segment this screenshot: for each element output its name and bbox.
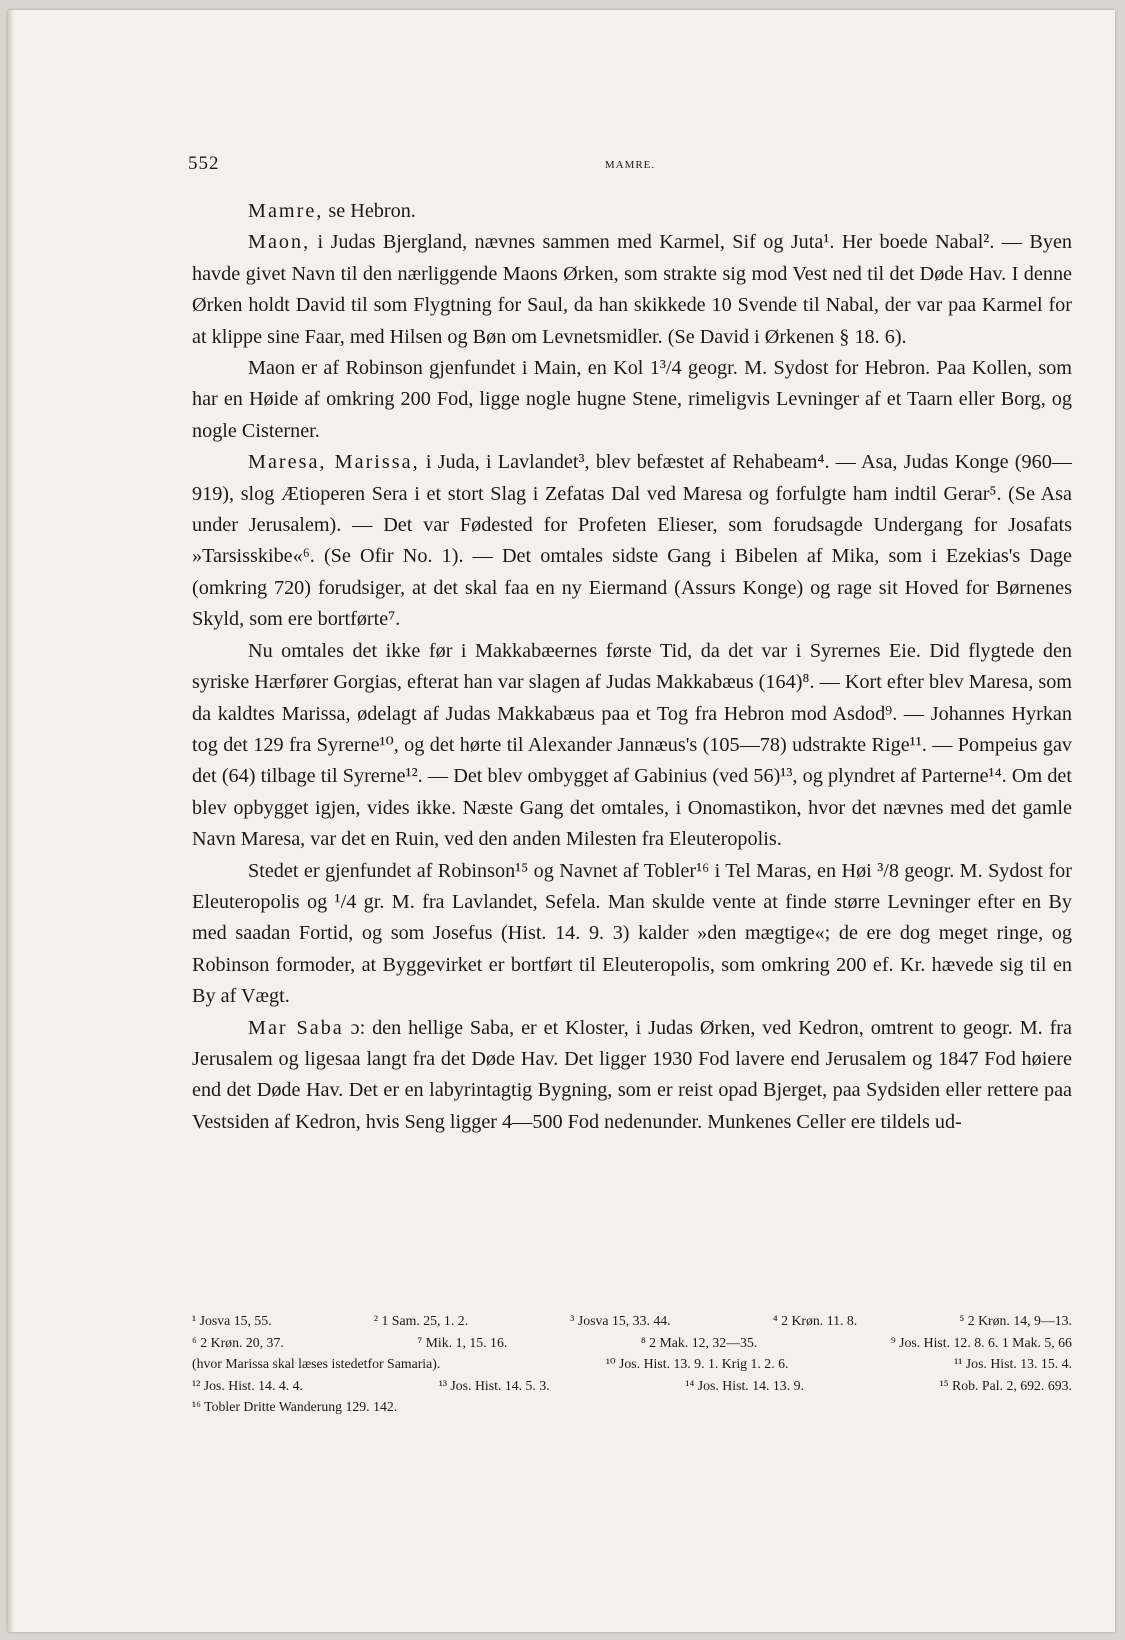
paragraph-text: Stedet er gjenfundet af Robinson¹⁵ og Navnet af Tobler¹⁶ i Tel Maras, en Høi ³/8 geogr. M. Sydost for Eleuteropolis og ¹/4 gr. M. fra Lavlandet, Sefela. Man skulde vente at finde større Levninger efter en By med saadan Fortid, og som Josefus (Hist. 14. 9. 3) kalder »den mægtige«; de ere dog meget ringe, og Robinson formoder, at Byggevirket er bortført til Eleuteropolis, som omkring 200 ef. Kr. hævede sig til en By af Vægt. (192, 859, 1072, 1008)
footnote: ⁸ 2 Mak. 12, 32—35. (640, 1334, 758, 1350)
footnote: ⁶ 2 Krøn. 20, 37. (192, 1334, 284, 1350)
footnote: ³ Josva 15, 33. 44. (570, 1313, 671, 1328)
footnote: ¹⁶ Tobler Dritte Wanderung 129. 142. (192, 1399, 398, 1414)
footnote: ¹⁰ Jos. Hist. 13. 9. 1. Krig 1. 2. 6. (605, 1356, 789, 1371)
book-page (8, 10, 1115, 1632)
footnote-row (192, 1332, 1072, 1354)
footnote: ⁷ Mik. 1, 15. 16. (417, 1334, 508, 1350)
paragraph-maon-location (192, 353, 1072, 447)
page-edge-shadow (8, 10, 14, 1632)
footnote: ⁹ Jos. Hist. 12. 8. 6. 1 Mak. 5, 66 (890, 1334, 1072, 1350)
page-header (186, 153, 1074, 177)
footnote: ⁴ 2 Krøn. 11. 8. (772, 1313, 858, 1328)
entry-mamre (192, 196, 1072, 227)
paragraph-text: Maon er af Robinson gjenfundet i Main, en Kol 1³/4 geogr. M. Sydost for Hebron. Paa Kollen, som har en Høide af omkring 200 Fod, ligge nogle hugne Stene, rimeligvis Levninger af et Taarn eller Borg, og nogle Cisterner. (192, 357, 1072, 442)
footnote: ¹ Josva 15, 55. (192, 1313, 272, 1328)
footnote-row (192, 1353, 1072, 1375)
entry-maresa (192, 447, 1072, 635)
entry-text: i Juda, i Lavlandet³, blev befæstet af Rehabeam⁴. — Asa, Judas Konge (960—919), slog Ætioperen Sera i et stort Slag i Zefatas Dal ved Maresa og forfulgte ham indtil Gerar⁵. (Se Asa under Jerusalem). — Det var Fødested for Profeten Elieser, som forudsagde Undergang for Josafats »Tarsisskibe«⁶. (Se Ofir No. 1). — Det omtales sidste Gang i Bibelen af Mika, som i Ezekias's Dage (omkring 720) forudsiger, at det skal faa en ny Eiermand (Assurs Konge) og rage sit Hoved for Børnenes Skyld, som ere bortførte⁷. (192, 451, 1072, 631)
paragraph-text: Nu omtales det ikke før i Makkabæernes første Tid, da det var i Syrernes Eie. Did flygtede den syriske Hærfører Gorgias, efterat han var slagen af Judas Makkabæus (164)⁸. — Kort efter blev Maresa, som da kaldtes Marissa, ødelagt af Judas Makkabæus paa et Tog fra Hebron mod Asdod⁹. — Johannes Hyrkan tog det 129 fra Syrerne¹⁰, og det hørte til Alexander Jannæus's (105—78) udstrakte Rige¹¹. — Pompeius gav det (64) tilbage til Syrerne¹². — Det blev ombygget af Gabinius (ved 56)¹³, og plyndret af Parterne¹⁴. Om det blev opbygget igjen, vides ikke. Næste Gang det omtales, i Onomastikon, hvor det nævnes med det gamle Navn Maresa, var det en Ruin, ved den anden Milesten fra Eleuteropolis. (192, 639, 1072, 851)
entry-term: Maon, (248, 231, 311, 254)
entry-mar-saba (192, 1013, 1072, 1139)
footnote-row (192, 1310, 1072, 1332)
entry-text: i Judas Bjergland, nævnes sammen med Karmel, Sif og Juta¹. Her boede Nabal². — Byen havde givet Navn til den nærliggende Maons Ørken, som strakte sig mod Vest ned til det Døde Hav. I denne Ørken holdt David til som Flygtning for Saul, da han skikkede 10 Svende til Nabal, der var paa Karmel for at klippe sine Faar, med Hilsen og Bøn om Levnetsmidler. (Se David i Ørkenen § 18. 6). (192, 231, 1072, 348)
running-head: MAMRE. (604, 159, 656, 171)
footnote: ¹³ Jos. Hist. 14. 5. 3. (438, 1377, 550, 1393)
page-number: 552 (188, 153, 220, 174)
footnote-row (192, 1375, 1072, 1397)
footnote: ¹¹ Jos. Hist. 13. 15. 4. (954, 1356, 1072, 1371)
footnote-row (192, 1396, 1072, 1418)
entry-term: Maresa, Marissa, (248, 451, 420, 474)
footnote: ² 1 Sam. 25, 1. 2. (373, 1313, 469, 1328)
footnote: ⁵ 2 Krøn. 14, 9—13. (959, 1313, 1072, 1328)
body-text (192, 196, 1072, 1138)
paragraph-maresa-location (192, 856, 1072, 1013)
footnote: (hvor Marissa skal læses istedetfor Samaria). (192, 1356, 441, 1371)
entry-text: ɔ: den hellige Saba, er et Kloster, i Judas Ørken, ved Kedron, omtrent to geogr. M. fra Jerusalem og ligesaa langt fra det Døde Hav. Det ligger 1930 Fod lavere end Jerusalem og 1847 Fod høiere end det Døde Hav. Det er en labyrintagtig Bygning, som er reist opad Bjerget, paa Sydsiden eller rettere paa Vestsiden af Kedron, hvis Seng ligger 4—500 Fod nedenunder. Munkenes Celler ere tildels ud- (192, 1016, 1072, 1133)
entry-text: se Hebron. (323, 200, 416, 222)
footnotes (192, 1310, 1072, 1418)
footnote: ¹⁵ Rob. Pal. 2, 692. 693. (939, 1377, 1072, 1393)
entry-term: Mamre, (248, 200, 324, 222)
entry-maon (192, 227, 1072, 353)
paragraph-maresa-history (192, 636, 1072, 856)
entry-term: Mar Saba (248, 1016, 344, 1039)
footnote: ¹⁴ Jos. Hist. 14. 13. 9. (685, 1377, 804, 1393)
footnote: ¹² Jos. Hist. 14. 4. 4. (192, 1377, 303, 1393)
